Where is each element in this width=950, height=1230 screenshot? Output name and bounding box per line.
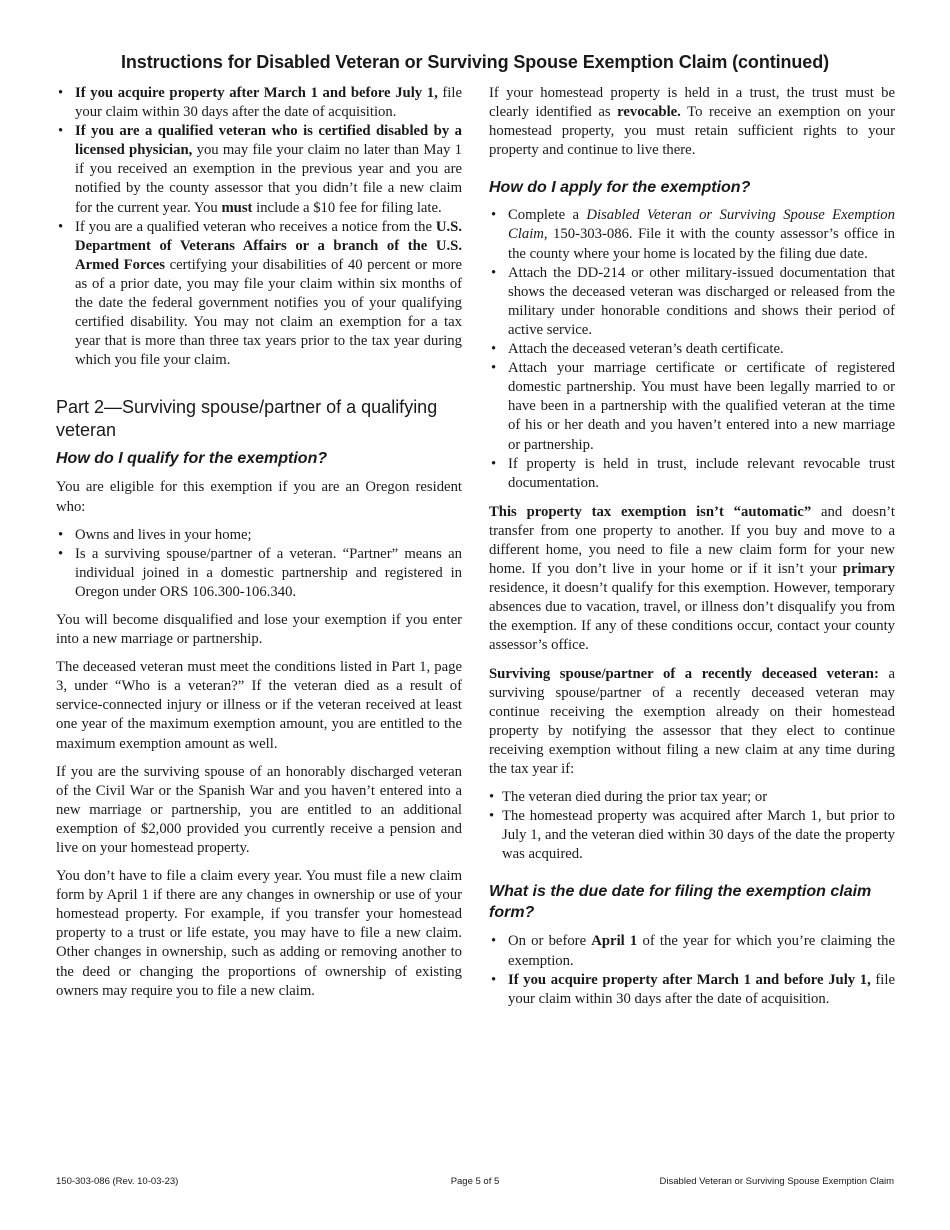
list-item: • The homestead property was acquired after March 1, but prior to July 1, and the veteran died within 30 days of the date the property was acquired. <box>489 807 895 864</box>
due-date-list <box>489 932 895 1008</box>
list-item: • If you acquire property after March 1 and before July 1, file your claim within 30 days after the date of acquisition. <box>56 84 462 122</box>
qualify-heading: How do I qualify for the exemption? <box>56 450 328 468</box>
surviving-list <box>489 788 895 864</box>
due-date-heading: What is the due date for filing the exemption claim form? <box>489 883 872 922</box>
list-item: • Attach the deceased veteran’s death certificate. <box>489 340 895 359</box>
list-item: • Attach your marriage certificate or certificate of registered domestic partnership. You must have been legally married to or have been in a partnership with the qualified veteran at the time of his or her death and you haven’t entered into a new marriage or partnership. <box>489 359 895 454</box>
page-title: Instructions for Disabled Veteran or Surviving Spouse Exemption Claim (continued) <box>120 52 830 72</box>
part2-heading: Part 2—Surviving spouse/partner of a qualifying veteran <box>56 397 438 441</box>
list-item: • If you acquire property after March 1 and before July 1, file your claim within 30 days after the date of acquisition. <box>489 971 895 1009</box>
automatic-paragraph: This property tax exemption isn’t “automatic” and doesn’t transfer from one property to another. If you buy and move to a different home, you need to file a new claim form for your new home. If you don’t live in your home or if it isn’t your primary residence, it doesn’t qualify for this exemption. However, temporary absences due to vacation, travel, or illness don’t disqualify you from the exemption. If any of these conditions occur, contact your county assessor’s office. <box>489 503 895 654</box>
trust-paragraph: If your homestead property is held in a trust, the trust must be clearly identified as revocable. To receive an exemption on your homestead property, you must retain sufficient rights to your property and continue to live there. <box>489 85 895 159</box>
paragraph: If you are the surviving spouse of an honorably discharged veteran of the Civil War or the Spanish War and you haven’t entered into a new marriage or partnership, you are entitled to an additional exemption of $2,000 provided you currently receive a pension and live on your homestead property. <box>56 763 462 856</box>
list-item: • The veteran died during the prior tax year; or <box>489 788 895 807</box>
apply-list <box>489 206 895 492</box>
paragraph: You will become disqualified and lose your exemption if you enter into a new marriage or partnership. <box>56 611 462 648</box>
list-item: • Complete a Disabled Veteran or Surviving Spouse Exemption Claim, 150-303-086. File it with the county assessor’s office in the county where your home is located by the filing due date. <box>489 206 895 263</box>
list-item: • Attach the DD-214 or other military-issued documentation that shows the deceased veteran was discharged or released from the military under honorable conditions and shows their period of active service. <box>489 264 895 340</box>
list-item: • On or before April 1 of the year for which you’re claiming the exemption. <box>489 932 895 970</box>
apply-heading: How do I apply for the exemption? <box>489 179 751 197</box>
filing-deadline-list <box>56 84 462 370</box>
footer-page-number: Page 5 of 5 <box>450 1176 500 1187</box>
list-item: • Owns and lives in your home; <box>56 526 462 545</box>
surviving-paragraph: Surviving spouse/partner of a recently deceased veteran: a surviving spouse/partner of a recently deceased veteran may continue receiving the exemption already on their homestead property by notifying the assessor that they elect to continue receiving exemption without filing a new claim at any time during the tax year if: <box>489 665 895 777</box>
list-item: • If you are a qualified veteran who is certified disabled by a licensed physician, you may file your claim no later than May 1 if you received an exemption in the previous year and you are notified by the county assessor that you didn’t file a new claim for the current year. You must include a $10 fee for filing late. <box>56 122 462 217</box>
list-item: • Is a surviving spouse/partner of a veteran. “Partner” means an individual joined in a domestic partnership and registered in Oregon under ORS 106.300-106.340. <box>56 545 462 602</box>
left-column <box>56 84 462 1001</box>
footer-form-number: 150-303-086 (Rev. 10-03-23) <box>56 1176 179 1187</box>
list-item: • If you are a qualified veteran who receives a notice from the U.S. Department of Veterans Affairs or a branch of the U.S. Armed Forces certifying your disabilities of 40 percent or more as of a prior date, you may file your claim within six months of the date the federal government notifies you of your qualifying certified disability. You may not claim an exemption for a tax year that is more than three tax years prior to the tax year during which you file your claim. <box>56 218 462 371</box>
paragraph: The deceased veteran must meet the conditions listed in Part 1, page 3, under “Who is a veteran?” If the veteran died as a result of service-connected injury or illness or if the veteran received at least one year of the maximum exemption amount, you are entitled to the maximum exemption amount as well. <box>56 659 462 752</box>
eligible-list <box>56 526 462 602</box>
eligible-intro: You are eligible for this exemption if you are an Oregon resident who: <box>56 479 462 515</box>
footer-form-title: Disabled Veteran or Surviving Spouse Exemption Claim <box>659 1176 894 1187</box>
list-item: • If property is held in trust, include relevant revocable trust documentation. <box>489 455 895 493</box>
right-column <box>489 84 895 1009</box>
paragraph: You don’t have to file a claim every year. You must file a new claim form by April 1 if there are any changes in ownership or use of your homestead property. For example, if you transfer your homestead property to a trust or life estate, you may have to file a new claim. Other changes in ownership, such as adding or removing another to the deed or changing the proportions of ownership of existing owners may require you to file a new claim. <box>56 868 462 999</box>
